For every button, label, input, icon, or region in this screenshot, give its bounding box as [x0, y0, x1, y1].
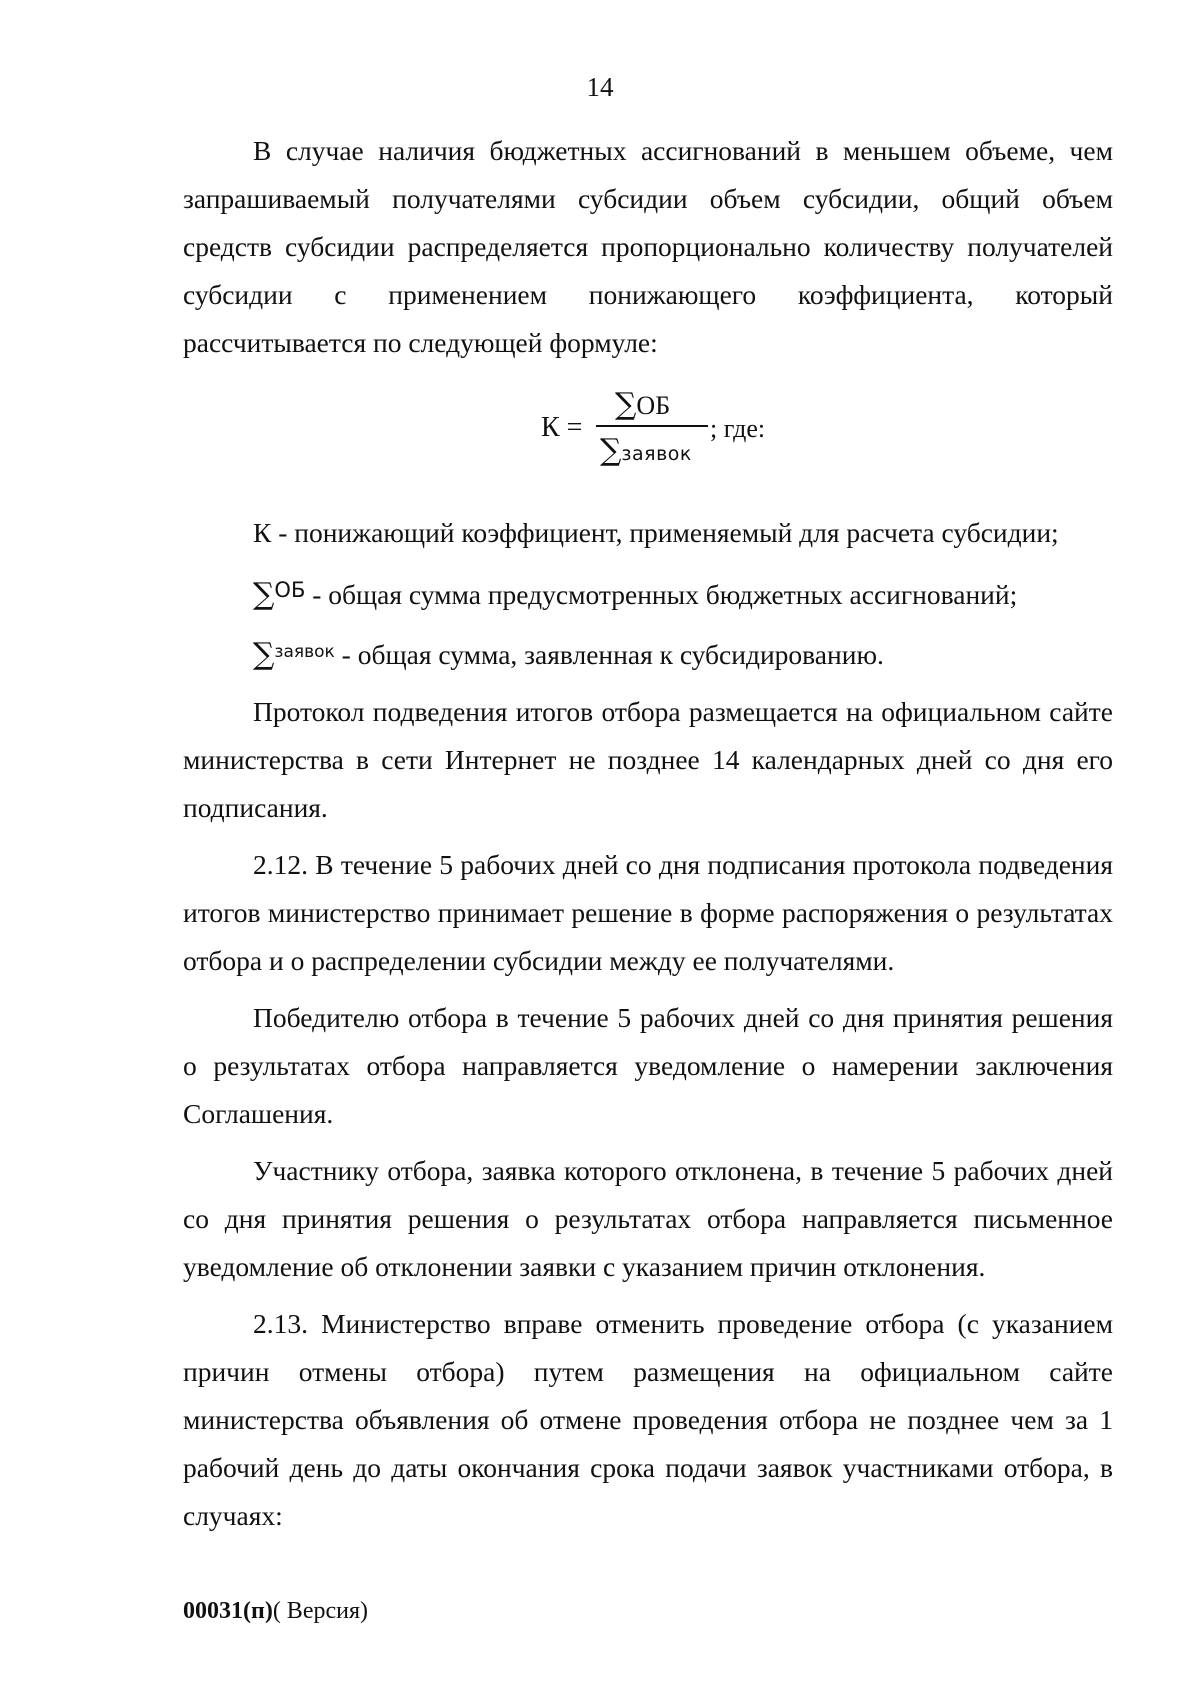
definition-ob-text: - общая сумма предусмотренных бюджетных ассигнований; [305, 579, 1018, 610]
formula-denominator [600, 427, 692, 478]
formula-numerator [615, 381, 670, 430]
formula-lhs: К = [541, 412, 583, 443]
sigma-icon: ∑ [600, 433, 622, 468]
sigma-icon: ∑ [253, 637, 275, 672]
reduction-coefficient-formula [183, 367, 1113, 509]
paragraph-protocol: Протокол подведения итогов отбора размещается на официальном сайте министерства в сети Интернет не позднее 14 календарных дней со дня его подписания. [183, 696, 1113, 823]
definition-zayavok-symbol: заявок [274, 642, 335, 662]
paragraph-winner: Победителю отбора в течение 5 рабочих дней со дня принятия решения о результатах отбора направляется уведомление о намерении заключения Соглашения. [183, 1002, 1113, 1129]
definition-ob-symbol: ОБ [274, 578, 306, 602]
formula-tail: ; где: [710, 414, 766, 443]
document-version: ( Версия) [272, 1598, 368, 1624]
sigma-icon: ∑ [253, 577, 275, 612]
document-footer [183, 1598, 368, 1625]
paragraph-2-12: 2.12. В течение 5 рабочих дней со дня подписания протокола подведения итогов министерство принимает решение в форме распоряжения о результатах отбора и о распределении субсидии между ее получателями. [183, 849, 1113, 976]
document-body [183, 127, 1113, 1540]
document-code: 00031(п) [183, 1598, 273, 1624]
formula-numerator-label: ОБ [636, 391, 671, 420]
definition-ob [183, 566, 1113, 619]
formula-denominator-label: заявок [621, 443, 692, 465]
paragraph-participant: Участнику отбора, заявка которого отклонена, в течение 5 рабочих дней со дня принятия решения о результатах отбора направляется письменное уведомление об отклонении заявки с указанием причин отклонения. [183, 1155, 1113, 1282]
paragraph-reduced-allocation: В случае наличия бюджетных ассигнований в меньшем объеме, чем запрашиваемый получателями субсидии объем субсидии, общий объем средств субсидии распределяется пропорционально количеству получателей субсидии с применением понижающего коэффициента, который рассчитывается по следующей формуле: [183, 135, 1113, 358]
sigma-icon: ∑ [615, 387, 637, 422]
page-number: 14 [586, 72, 614, 102]
definition-k: К - понижающий коэффициент, применяемый для расчета субсидии; [253, 517, 1059, 548]
definition-zayavok [183, 628, 1113, 679]
paragraph-2-13: 2.13. Министерство вправе отменить проведение отбора (с указанием причин отмены отбора) путем размещения на официальном сайте министерства объявления об отмене проведения отбора не позднее чем за 1 рабочий день до даты окончания срока подачи заявок участниками отбора, в случаях: [183, 1308, 1113, 1531]
definition-zayavok-text: - общая сумма, заявленная к субсидированию. [334, 639, 884, 670]
